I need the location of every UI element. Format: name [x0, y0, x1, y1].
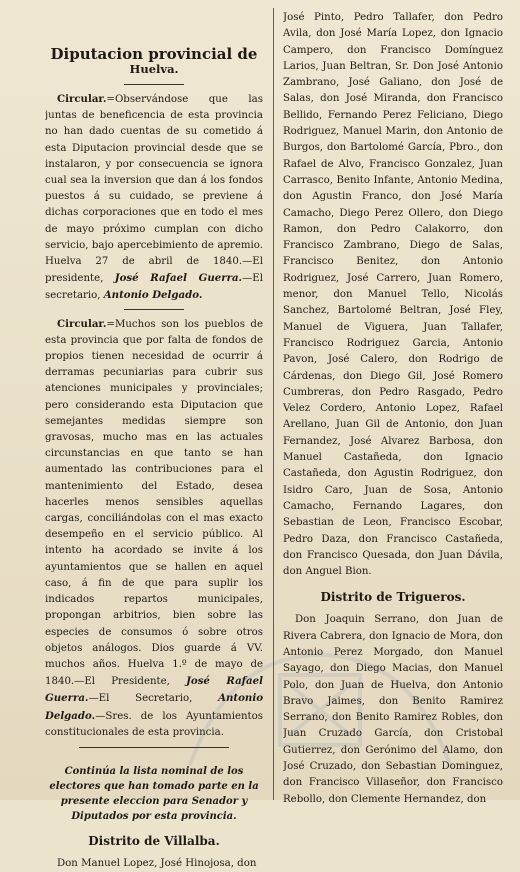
circular-1-sep: —El secretario, [45, 273, 263, 302]
circular-1-label: Circular. [57, 93, 107, 105]
circular-divider [124, 309, 184, 310]
page-subtitle: Huelva. [129, 62, 179, 76]
section-divider [79, 747, 229, 748]
circular-2 [45, 316, 263, 741]
circular-2-president: José Rafael Guerra. [45, 675, 263, 705]
district-villalba-title: Distrito de Villalba. [88, 833, 220, 848]
district-trigueros-names: Don Joaquin Serrano, don Juan de Rivera Cabrera, don Ignacio de Mora, don Antonio Perez Morgado, don Manuel Sayago, don Diego Macias, don Manuel Polo, don Juan de Huelva, don Antonio Bravo Jaimes, don Benito Ramirez Serrano, don Benito Ramirez Robles, don Juan Cruzado García, don Cristobal Gutierrez, don Gerónimo del Alamo, don José Cruzado, don Sebastian Dominguez, don Francisco Villaseñor, don Francisco Rebollo, don Clemente Hernandez, don [283, 614, 503, 805]
circular-2-closing: —Sres. de los Ayuntamientos constitucionales de esta provincia. [45, 710, 263, 738]
title-divider [124, 84, 184, 85]
circular-2-sep: —El Secretario, [88, 693, 193, 705]
circular-2-label: Circular. [57, 317, 107, 330]
district-villalba-names-cont: José Pinto, Pedro Tallafer, don Pedro Avila, don José María Lopez, don Ignacio Campero, don Francisco Domínguez Larios, Juan Beltran, Sr. Don José Antonio Zambrano, José Galiano, don José de Salas, don José Miranda, don Francisco Bellido, Fernando Perez Feliciano, Diego Rodriguez, Manuel Marin, don Antonio de Burgos, don Bartolomé García, Pbro., don Rafael de Alvo, Francisco Gonzalez, Juan Carrasco, Benito Infante, Antonio Medina, don Agustin Franco, don José María Camacho, Diego Perez Ollero, don Diego Ramon, don Pedro Calakorro, don Francisco Zambrano, Diego de Salas, Francisco Benitez, don Antonio Rodriguez, José Carrero, Juan Romero, menor, don Manuel Tello, Nicolás Sanchez, Bartolomé Beltran, José Fley, Manuel de Viguera, Juan Tallafer, Francisco Rodriguez Garcia, Antonio Pavon, José Calero, don Rodrigo de Cárdenas, don Diego Gil, José Romero Cumbreras, don Pedro Rasgado, Pedro Velez Cordero, Antonio Lopez, Rafael Arellano, Juan Gil de Antonio, don Juan Fernandez, José Alvarez Barbosa, don Manuel Castañeda, don Ignacio Castañeda, don Agustin Rodriguez, don Isidro Caro, Juan de Sosa, Antonio Camacho, Fernando Lagares, don Sebastian de Leon, Francisco Escobar, Pedro Daza, don Francisco Castañeda, don Francisco Quesada, don Juan Dávila, don Anguel Bion. [283, 12, 503, 578]
district-villalba-names-start: Don Manuel Lopez, José Hinojosa, don [57, 857, 257, 869]
circular-1 [45, 91, 263, 305]
circular-1-text: =Observándose que las juntas de beneficencia de esta provincia no han dado cuentas de su cometido á esta Diputacion provincial desde que se instalaron, y por consecuencia se ignora cual sea la inversion que dan á los fondos puestos á su cuidado, se previene á dichas corporaciones que en todo el mes de mayo próximo cumplan con dicho servicio, bajo apercebimiento de apremio. Huelva 27 de abril de 1840.—El presidente, [45, 94, 263, 285]
district-trigueros-title: Distrito de Trigueros. [320, 590, 466, 605]
electors-note: Continúa la lista nominal de los electores que han tomado parte en la presente eleccion para Senador y Diputados por esta provincia. [49, 765, 259, 822]
circular-1-secretary: Antonio Delgado. [103, 289, 203, 302]
page-title: Diputacion provincial de [50, 45, 258, 63]
circular-2-text: =Muchos son los pueblos de esta provincia que por falta de fondos de propios tienen necesidad de ocurrir á derramas pecuniarias para cubrir sus atenciones municipales y provinciales; pero considerando esta Diputacion que semejantes medidas siempre son gravosas, mucho mas en las actuales circunstancias en que tanto se han aumentado las contribuciones para el mantenimiento del Estado, desea hacerles menos sensibles aquellas cargas, conciliándolas con el mas exacto desempeño en el servicio público. Al intento ha acordado se invite á los ayuntamientos que se hallen en aquel caso, á fin de que para suplir los indicados repartos municipales, propongan arbitrios, bien sobre las especies de consumos ó sobre otros objetos análogos. Dios guarde á VV. muchos años. Huelva 1.º de mayo de 1840.—El Presidente, [45, 318, 263, 688]
column-rule [273, 8, 274, 800]
circular-2-secretary: Antonio Delgado. [45, 692, 263, 722]
left-column [45, 10, 263, 872]
right-column [283, 10, 503, 808]
circular-1-president: José Rafael Guerra. [114, 272, 243, 285]
